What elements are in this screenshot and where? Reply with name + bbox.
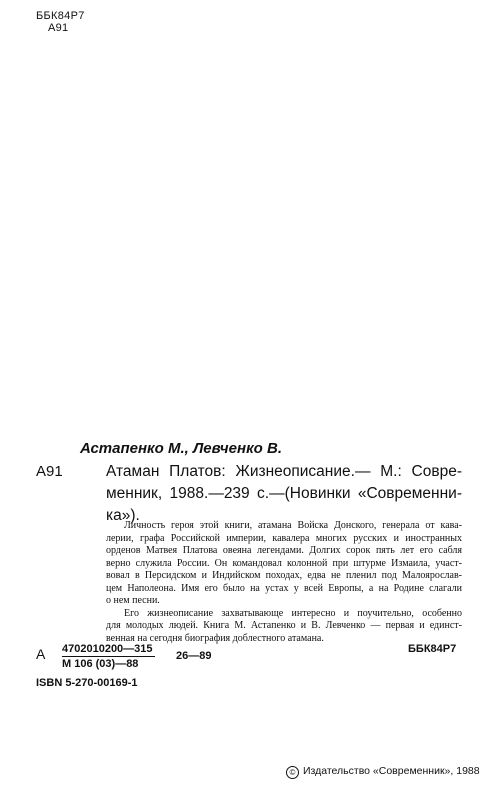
- authors-heading: Астапенко М., Левченко В.: [80, 440, 283, 457]
- annotation-line: Его жизнеописание захватывающе интересно и поучительно, особенно: [124, 607, 462, 619]
- bbk-classification-code: ББК84Р7: [36, 10, 85, 22]
- annotation-line: о нем песни.: [106, 595, 160, 606]
- annotation-line: венная на сегодня биография доблестного атамана.: [106, 632, 324, 644]
- annotation-line: Личность героя этой книги, атамана Войска Донского, генерала от кава-: [124, 520, 462, 531]
- description-line: менник, 1988.—239 с.—(Новинки «Современни-: [106, 485, 462, 502]
- index-denominator: М 106 (03)—88: [62, 658, 139, 670]
- annotation: [106, 520, 462, 645]
- annotation-line: лерии, графа Российской империи, кавалера многих русских и иностранных: [106, 532, 462, 544]
- annotation-paragraph: [106, 520, 462, 608]
- description-line: ка»).: [106, 507, 140, 524]
- index-fraction: [62, 643, 155, 670]
- annotation-line: цем Наполеона. Имя его было на устах у всей Европы, а на Родине слагали: [106, 582, 462, 594]
- copyright-icon: ©: [286, 766, 299, 779]
- index-suffix: 26—89: [176, 650, 212, 662]
- copyright-text: Издательство «Современник», 1988: [303, 765, 480, 777]
- record-author-sign: А91: [36, 463, 63, 480]
- bibliographic-description: [106, 461, 462, 527]
- index-letter: А: [36, 646, 46, 662]
- index-numerator: 4702010200—315: [62, 643, 153, 655]
- copyright-line: [286, 765, 480, 779]
- annotation-line: орденов Матвея Платова овеяна легендами. Долгих сорок пять лет его сабля: [106, 545, 462, 556]
- annotation-line: для молодых людей. Книга М. Астапенко и В. Левченко — первая и единст-: [106, 620, 462, 631]
- bbk-code-bottom: ББК84Р7: [408, 643, 457, 655]
- annotation-line: верно служила России. Он командовал колонной при штурме Измаила, участ-: [106, 557, 462, 569]
- author-sign-code: А91: [48, 22, 69, 34]
- annotation-paragraph: [106, 608, 462, 646]
- description-line: Атаман Платов: Жизнеописание.— М.: Совре-: [106, 463, 462, 480]
- annotation-line: вовал в Персидском и Индийском походах, едва не пленил под Малоярослав-: [106, 570, 462, 581]
- isbn-number: ISBN 5-270-00169-1: [36, 677, 138, 689]
